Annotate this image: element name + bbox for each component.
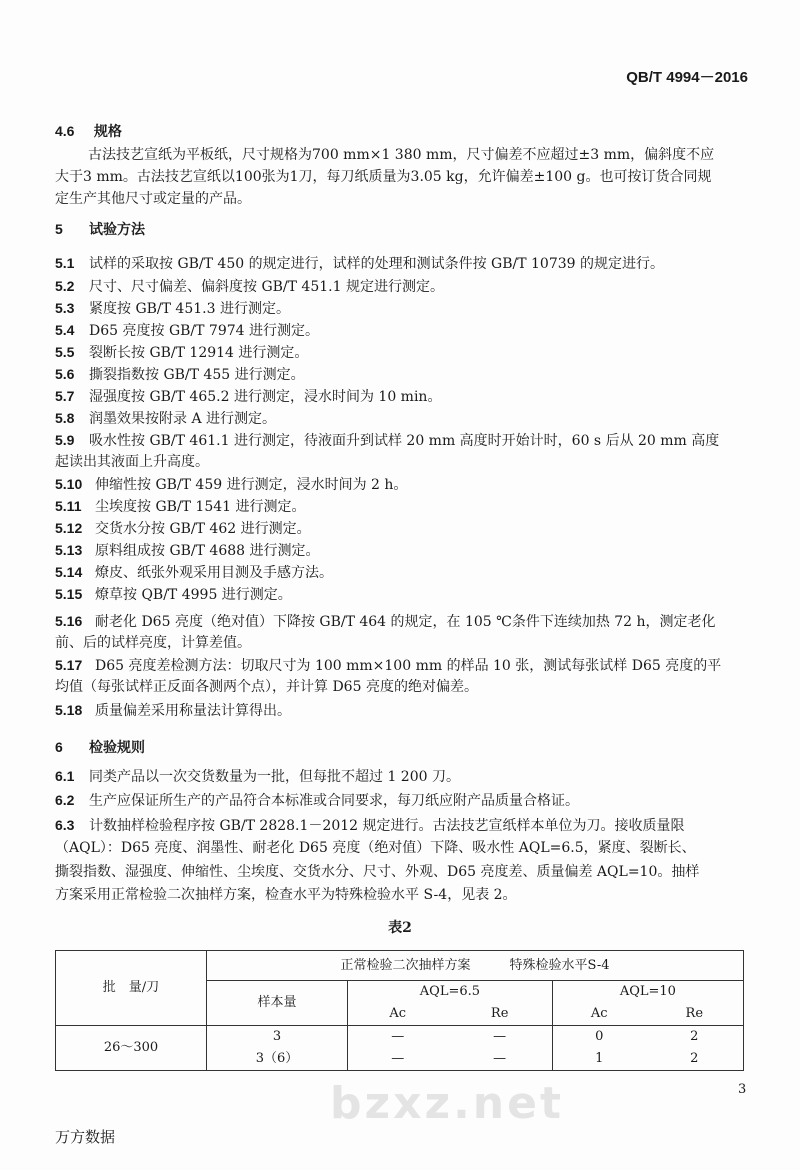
re-cell: 2 [646, 1026, 744, 1049]
table-row [56, 1026, 744, 1049]
clause-text: 撕裂指数按 GB/T 455 进行测定。 [89, 367, 305, 383]
clause-6-3 [55, 815, 685, 836]
re-cell: — [448, 1048, 553, 1071]
clause-number: 6.2 [55, 792, 75, 808]
clause-5-9 [55, 430, 719, 451]
clause-text: 燎草按 QB/T 4995 进行测定。 [95, 587, 292, 603]
clause-text: 耐老化 D65 亮度（绝对值）下降按 GB/T 464 的规定，在 105 ℃条件下连续加热 72 h，测定老化 [95, 614, 716, 630]
sample-cell: 3 [207, 1026, 348, 1049]
standard-code-header: QB/T 4994－2016 [626, 69, 748, 86]
clause-text: 尺寸、尺寸偏差、偏斜度按 GB/T 451.1 规定进行测定。 [89, 279, 444, 295]
ac-cell: — [348, 1048, 448, 1071]
clause-5-13 [55, 540, 320, 561]
clause-6-2 [55, 790, 579, 811]
clause-number: 5.5 [55, 344, 75, 360]
clause-5-2 [55, 276, 444, 297]
section-6-heading [55, 737, 145, 758]
clause-number: 6.1 [55, 768, 75, 784]
clause-5-7 [55, 386, 441, 407]
ac-cell: — [348, 1026, 448, 1049]
clause-5-3 [55, 298, 290, 319]
aql-6-5-header: AQL=6.5 [348, 981, 553, 1004]
clause-5-11 [55, 496, 306, 517]
table-caption: 表2 [388, 920, 412, 936]
sample-size-header: 样本量 [207, 981, 348, 1026]
paragraph-line: 大于3 mm。古法技艺宣纸以100张为1刀，每刀纸质量为3.05 kg，允许偏差±100 g。也可按订货合同规 [55, 169, 712, 185]
batch-header: 批 量/刀 [56, 951, 207, 1026]
section-5-heading [55, 219, 145, 240]
clause-5-17 [55, 655, 721, 676]
clause-6-1 [55, 766, 460, 787]
paragraph-line: 前、后的试样亮度，计算差值。 [55, 635, 251, 651]
watermark: bzxz.net [330, 1078, 565, 1129]
ac-cell: 1 [552, 1048, 645, 1071]
section-number: 5 [55, 221, 63, 237]
clause-number: 5.17 [55, 657, 83, 673]
ac-cell: 0 [552, 1026, 645, 1049]
clause-number: 5.3 [55, 300, 75, 316]
clause-number: 5.15 [55, 586, 83, 602]
section-title: 规格 [93, 124, 122, 140]
clause-number: 6.3 [55, 817, 75, 833]
batch-cell: 26～300 [56, 1026, 207, 1071]
clause-5-16 [55, 611, 716, 632]
section-title: 试验方法 [89, 222, 145, 238]
clause-5-10 [55, 474, 407, 495]
paragraph-line: 均值（每张试样正反面各测两个点），并计算 D65 亮度的绝对偏差。 [55, 679, 478, 695]
clause-text: 裂断长按 GB/T 12914 进行测定。 [89, 345, 309, 361]
clause-5-14 [55, 562, 333, 583]
clause-number: 5.14 [55, 564, 83, 580]
page-number: 3 [738, 1082, 747, 1097]
re-cell: 2 [646, 1048, 744, 1071]
clause-text: D65 亮度按 GB/T 7974 进行测定。 [89, 323, 319, 339]
re-header: Re [448, 1003, 553, 1026]
clause-number: 5.12 [55, 520, 83, 536]
clause-text: 伸缩性按 GB/T 459 进行测定，浸水时间为 2 h。 [95, 477, 408, 493]
clause-number: 5.10 [55, 476, 83, 492]
ac-header: Ac [348, 1003, 448, 1026]
clause-5-4 [55, 320, 319, 341]
clause-text: 原料组成按 GB/T 4688 进行测定。 [95, 543, 320, 559]
re-header: Re [646, 1003, 744, 1026]
paragraph-line: （AQL）：D65 亮度、润墨性、耐老化 D65 亮度（绝对值）下降、吸水性 AQL=6.5，紧度、裂断长、 [55, 840, 696, 856]
clause-number: 5.18 [55, 702, 83, 718]
clause-5-6 [55, 364, 305, 385]
clause-text: 交货水分按 GB/T 462 进行测定。 [95, 521, 311, 537]
clause-5-8 [55, 408, 276, 429]
clause-number: 5.6 [55, 366, 75, 382]
clause-5-1 [55, 253, 664, 274]
section-number: 4.6 [55, 123, 75, 139]
ac-header: Ac [552, 1003, 645, 1026]
clause-text: D65 亮度差检测方法：切取尺寸为 100 mm×100 mm 的样品 10 张，测试每张试样 D65 亮度的平 [95, 658, 722, 674]
clause-text: 紧度按 GB/T 451.3 进行测定。 [89, 301, 290, 317]
footer-source: 万方数据 [55, 1128, 116, 1146]
clause-text: 湿强度按 GB/T 465.2 进行测定，浸水时间为 10 min。 [89, 389, 442, 405]
clause-number: 5.11 [55, 498, 82, 514]
clause-number: 5.13 [55, 542, 83, 558]
sampling-plan-table [55, 950, 744, 1071]
clause-number: 5.16 [55, 613, 83, 629]
section-title: 检验规则 [89, 740, 145, 756]
clause-text: 同类产品以一次交货数量为一批，但每批不超过 1 200 刀。 [89, 769, 460, 785]
paragraph-line: 撕裂指数、湿强度、伸缩性、尘埃度、交货水分、尺寸、外观、D65 亮度差、质量偏差 AQL=10。抽样 [55, 864, 700, 880]
clause-number: 5.7 [55, 388, 75, 404]
re-cell: — [448, 1026, 553, 1049]
clause-text: 吸水性按 GB/T 461.1 进行测定，待液面升到试样 20 mm 高度时开始计时，60 s 后从 20 mm 高度 [89, 433, 720, 449]
clause-5-18 [55, 700, 291, 721]
paragraph-line: 古法技艺宣纸为平板纸，尺寸规格为700 mm×1 380 mm，尺寸偏差不应超过±3 mm，偏斜度不应 [88, 147, 715, 163]
clause-number: 5.1 [55, 255, 75, 271]
section-4-6-heading [55, 121, 122, 142]
clause-text: 质量偏差采用称量法计算得出。 [95, 703, 291, 719]
clause-number: 5.9 [55, 432, 75, 448]
paragraph-line: 起读出其液面上升高度。 [55, 454, 209, 470]
clause-text: 燎皮、纸张外观采用目测及手感方法。 [95, 565, 333, 581]
clause-text: 计数抽样检验程序按 GB/T 2828.1－2012 规定进行。古法技艺宣纸样本单位为刀。接收质量限 [89, 818, 685, 834]
sample-cell: 3（6） [207, 1048, 348, 1071]
clause-number: 5.8 [55, 410, 75, 426]
aql-10-header: AQL=10 [552, 981, 743, 1004]
clause-text: 尘埃度按 GB/T 1541 进行测定。 [95, 499, 306, 515]
clause-text: 生产应保证所生产的产品符合本标准或合同要求，每刀纸应附产品质量合格证。 [89, 793, 579, 809]
section-number: 6 [55, 739, 63, 755]
clause-number: 5.2 [55, 278, 75, 294]
clause-text: 润墨效果按附录 A 进行测定。 [89, 411, 277, 427]
clause-number: 5.4 [55, 322, 75, 338]
plan-header: 正常检验二次抽样方案 特殊检验水平S-4 [207, 951, 744, 981]
clause-5-12 [55, 518, 311, 539]
clause-text: 试样的采取按 GB/T 450 的规定进行，试样的处理和测试条件按 GB/T 10739 的规定进行。 [89, 256, 665, 272]
clause-5-15 [55, 584, 292, 605]
clause-5-5 [55, 342, 308, 363]
paragraph-line: 定生产其他尺寸或定量的产品。 [55, 191, 251, 207]
paragraph-line: 方案采用正常检验二次抽样方案，检查水平为特殊检验水平 S-4，见表 2。 [55, 887, 517, 903]
